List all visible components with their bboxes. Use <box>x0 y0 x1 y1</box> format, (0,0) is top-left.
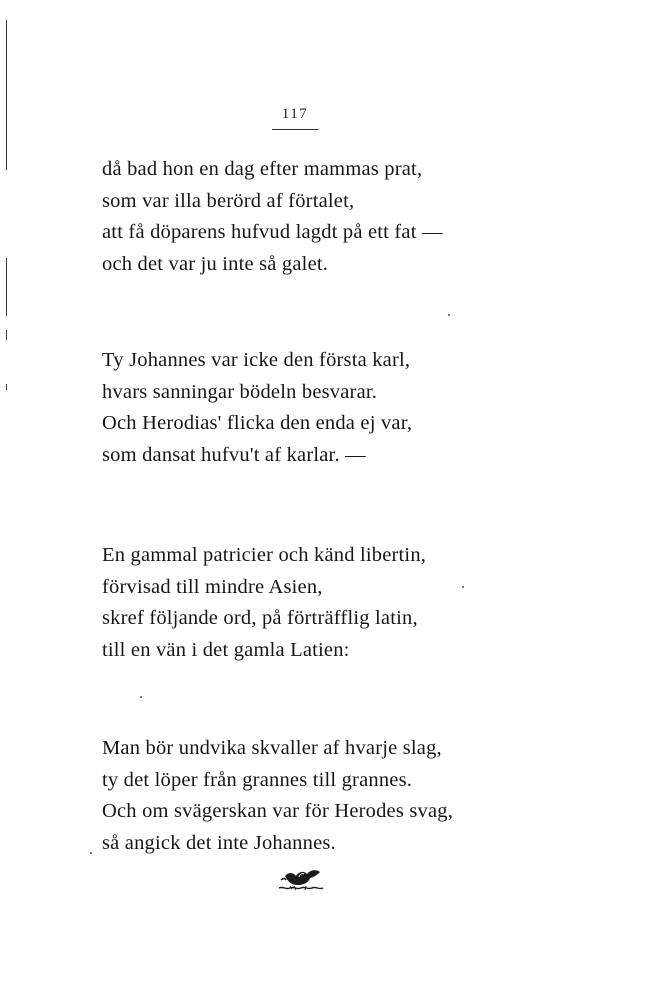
verse-line: så angick det inte Johannes. <box>102 831 336 854</box>
scan-speck <box>448 314 450 316</box>
verse-line: förvisad till mindre Asien, <box>102 575 323 598</box>
scan-edge-line <box>6 330 7 340</box>
stanza-4 <box>102 733 522 859</box>
verse-line: skref följande ord, på förträfflig latin, <box>102 607 418 629</box>
stanza-2 <box>102 345 522 471</box>
page-number: 117 <box>281 106 309 122</box>
stanza-3 <box>102 540 522 666</box>
scan-speck <box>462 586 464 588</box>
stanza-1 <box>102 154 522 280</box>
verse-line: och det var ju inte så galet. <box>102 252 329 275</box>
verse-line: Och Herodias' flicka den enda ej var, <box>102 412 413 434</box>
verse-line: Och om svägerskan var för Herodes svag, <box>102 800 454 822</box>
verse-line: Ty Johannes var icke den första karl, <box>102 349 411 371</box>
verse-line: En gammal patricier och känd libertin, <box>102 544 427 566</box>
verse-line: Man bör undvika skvaller af hvarje slag, <box>102 737 442 759</box>
bird-vignette-icon <box>276 866 326 894</box>
scan-edge-line <box>6 384 7 390</box>
verse-line: till en vän i det gamla Latien: <box>102 638 350 661</box>
verse-line: hvars sanningar bödeln besvarar. <box>102 380 378 403</box>
scan-edge-line <box>6 20 7 170</box>
page-number-rule <box>272 129 318 130</box>
verse-line: som dansat hufvu't af karlar. — <box>102 443 366 466</box>
verse-line: att få döparens hufvud lagdt på ett fat — <box>102 221 443 243</box>
scan-speck <box>140 696 142 698</box>
verse-line: som var illa berörd af förtalet, <box>102 189 355 212</box>
verse-line: då bad hon en dag efter mammas prat, <box>102 158 423 180</box>
verse-line: ty det löper från grannes till grannes. <box>102 768 413 791</box>
scan-edge-line <box>6 258 7 316</box>
scan-speck <box>90 852 92 854</box>
